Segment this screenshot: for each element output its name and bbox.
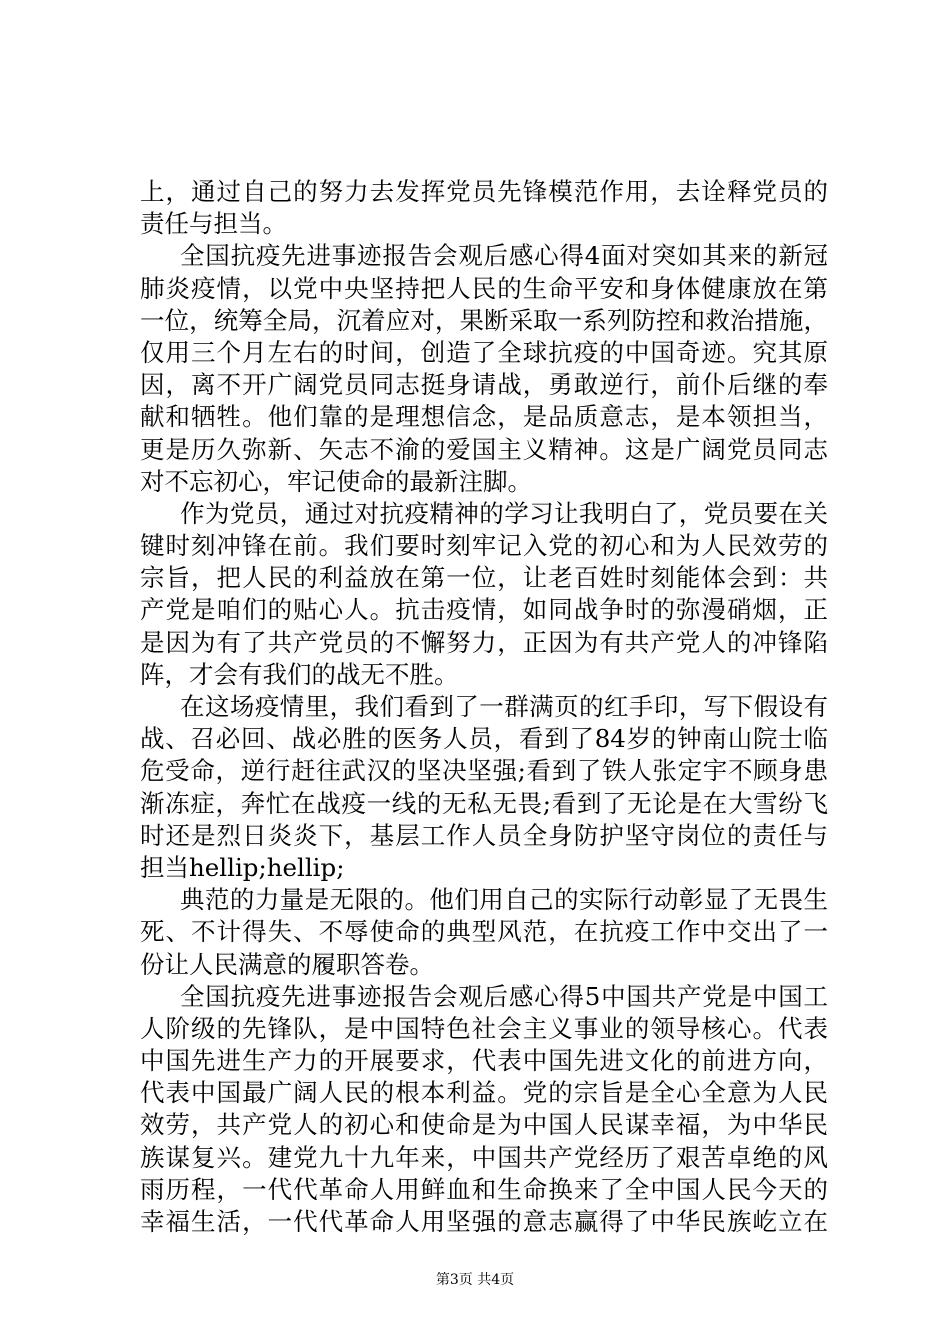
paragraph-first-line: 典范的力量是无限的。他们用自己的实际行动彰显了无畏生 (180, 885, 828, 915)
page-number: 第3页 共4页 (435, 1272, 515, 1288)
text-line: 一位，统筹全局，沉着应对，果断采取一系列防控和救治措施， (140, 305, 828, 335)
text-line: 死、不计得失、不辱使命的典型风范，在抗疫工作中交出了一 (140, 917, 828, 947)
text-line: 效劳，共产党人的初心和使命是为中国人民谋幸福，为中华民 (140, 1110, 828, 1140)
text-line: 危受命，逆行赶往武汉的坚决坚强;看到了铁人张定宇不顾身患 (140, 756, 828, 786)
text-line: 宗旨，把人民的利益放在第一位，让老百姓时刻能体会到：共 (140, 563, 828, 593)
text-line: 更是历久弥新、矢志不渝的爱国主义精神。这是广阔党员同志 (140, 434, 828, 464)
paragraph-first-line: 全国抗疫先进事迹报告会观后感心得5中国共产党是中国工 (180, 981, 828, 1011)
paragraph-first-line: 全国抗疫先进事迹报告会观后感心得4面对突如其来的新冠 (180, 241, 828, 271)
paragraph-first-line: 在这场疫情里，我们看到了一群满页的红手印，写下假设有 (180, 692, 828, 721)
text-line: 阵，才会有我们的战无不胜。 (140, 659, 459, 689)
text-line: 产党是咱们的贴心人。抗击疫情，如同战争时的弥漫硝烟，正 (140, 595, 828, 625)
text-line: 战、召必回、战必胜的医务人员，看到了84岁的钟南山院士临 (140, 724, 828, 754)
text-line: 时还是烈日炎炎下，基层工作人员全身防护坚守岗位的责任与 (140, 820, 828, 850)
text-line: 担当hellip;hellip; (140, 852, 345, 882)
text-line: 上，通过自己的努力去发挥党员先锋模范作用，去诠释党员的 (140, 177, 828, 206)
text-line: 代表中国最广阔人民的根本利益。党的宗旨是全心全意为人民 (140, 1078, 828, 1108)
text-line: 人阶级的先锋队，是中国特色社会主义事业的领导核心。代表 (140, 1013, 828, 1043)
text-line: 雨历程，一代代革命人用鲜血和生命换来了全中国人民今天的 (140, 1174, 828, 1204)
text-line: 仅用三个月左右的时间，创造了全球抗疫的中国奇迹。究其原 (140, 337, 828, 367)
page-footer (0, 1271, 950, 1289)
text-line: 是因为有了共产党员的不懈努力，正因为有共产党人的冲锋陷 (140, 627, 828, 657)
text-line: 幸福生活，一代代革命人用坚强的意志赢得了中华民族屹立在 (140, 1207, 828, 1236)
text-line: 族谋复兴。建党九十九年来，中国共产党经历了艰苦卓绝的风 (140, 1142, 828, 1172)
text-line: 因，离不开广阔党员同志挺身请战，勇敢逆行，前仆后继的奉 (140, 370, 828, 400)
text-line: 献和牺牲。他们靠的是理想信念，是品质意志，是本领担当， (140, 402, 828, 432)
text-line: 肺炎疫情，以党中央坚持把人民的生命平安和身体健康放在第 (140, 273, 828, 303)
text-line: 份让人民满意的履职答卷。 (140, 949, 434, 979)
text-line: 渐冻症，奔忙在战疫一线的无私无畏;看到了无论是在大雪纷飞 (140, 788, 828, 818)
text-line: 对不忘初心，牢记使命的最新注脚。 (140, 466, 532, 496)
text-line: 责任与担当。 (140, 209, 287, 239)
text-line: 中国先进生产力的开展要求，代表中国先进文化的前进方向， (140, 1046, 828, 1076)
document-body (140, 176, 828, 1238)
text-line: 键时刻冲锋在前。我们要时刻牢记入党的初心和为人民效劳的 (140, 531, 828, 561)
paragraph-first-line: 作为党员，通过对抗疫精神的学习让我明白了，党员要在关 (180, 498, 828, 528)
